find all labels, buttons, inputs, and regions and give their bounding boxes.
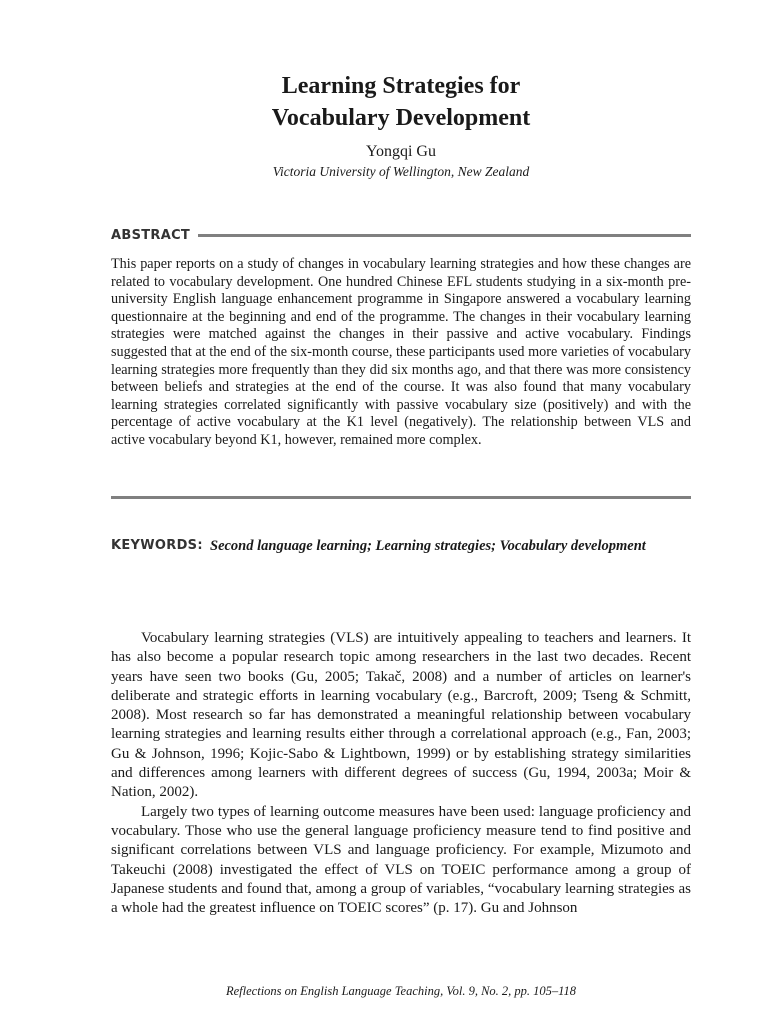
abstract-rule bbox=[198, 234, 691, 237]
keywords-block bbox=[111, 537, 691, 555]
paper-title bbox=[111, 70, 691, 134]
body-text bbox=[111, 629, 691, 918]
author-affiliation: Victoria University of Wellington, New Zealand bbox=[272, 164, 530, 179]
abstract-heading bbox=[111, 226, 691, 244]
body-paragraph: Vocabulary learning strategies (VLS) are intuitively appealing to teachers and learners. It has also become a popular research topic among researchers in the last two decades. Recent years have seen two books (Gu, 2005; Takač, 2008) and a number of articles on learner's deliberate and strategic efforts in learning vocabulary (e.g., Barcroft, 2009; Tseng & Schmitt, 2008). Most research so far has demonstrated a meaningful relationship between vocabulary learning strategies and learning results either through a correlational approach (e.g., Fan, 2003; Gu & Johnson, 1996; Kojic-Sabo & Lightbown, 1999) or by establishing strategy similarities and differences among learners with different degrees of success (Gu, 1994, 2003a; Moir & Nation, 2002). bbox=[111, 630, 691, 801]
abstract-text: This paper reports on a study of changes in vocabulary learning strategies and how these changes are related to vocabulary development. One hundred Chinese EFL students studying in a six-month pre-university English language enhancement programme in Singapore answered a vocabulary learning questionnaire at the beginning and end of the programme. The changes in their vocabulary learning strategies were matched against the changes in their passive and active vocabulary. Findings suggested that at the end of the six-month course, these participants used more varieties of vocabulary learning strategies more frequently than they did six months ago, and that there was more consistency between beliefs and strategies at the end of the course. It was also found that many vocabulary learning strategies correlated significantly with passive vocabulary size (positively) and with the percentage of active vocabulary at the K1 level (negatively). The relationship between VLS and active vocabulary beyond K1, however, remained more complex. bbox=[111, 256, 691, 448]
keywords-text: Second language learning; Learning strategies; Vocabulary development bbox=[210, 538, 646, 554]
paper-page bbox=[111, 0, 691, 1024]
abstract-label: ABSTRACT bbox=[111, 227, 191, 243]
title-line-2: Vocabulary Development bbox=[271, 105, 531, 131]
journal-footer: Reflections on English Language Teaching, Vol. 9, No. 2, pp. 105–118 bbox=[226, 984, 576, 998]
body-paragraph: Largely two types of learning outcome measures have been used: language proficiency and vocabulary. Those who use the general language proficiency measure tend to find positive and significant correlations between VLS and language proficiency. For example, Mizumoto and Takeuchi (2008) investigated the effect of VLS on TOEIC performance among a group of Japanese students and found that, among a group of variables, “vocabulary learning strategies as a whole had the greatest influence on TOEIC scores” (p. 17). Gu and Johnson bbox=[111, 803, 691, 917]
title-line-1: Learning Strategies for bbox=[281, 73, 521, 99]
keywords-label: KEYWORDS: bbox=[111, 538, 203, 553]
author-name: Yongqi Gu bbox=[366, 143, 436, 160]
abstract-bottom-rule bbox=[111, 496, 691, 499]
